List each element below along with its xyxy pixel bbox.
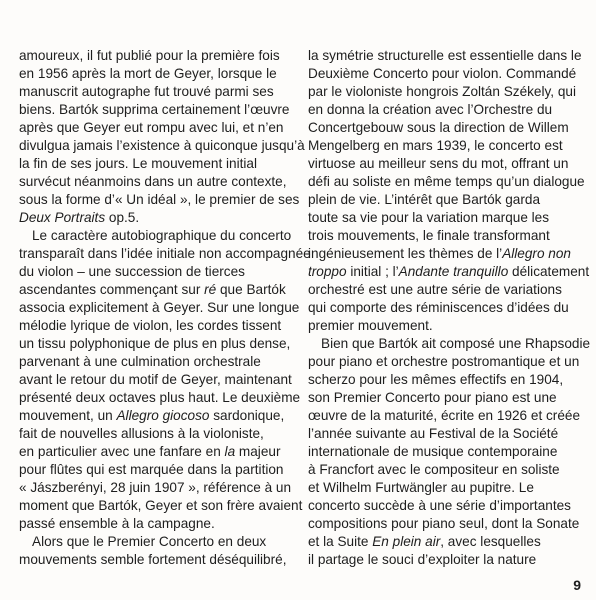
text-line: virtuose au meilleur sens du mot, offrant un: [308, 156, 569, 171]
text-line: un tissu polyphonique de plus en plus dense,: [19, 336, 291, 351]
text-line: sous la forme d’« Un idéal », le premier de ses: [19, 192, 300, 207]
text-line: Concertgebouw sous la direction de Willem: [308, 120, 569, 135]
text-line: Mengelberg en mars 1939, le concerto est: [308, 138, 563, 153]
paragraph-start-line: Le caractère autobiographique du concerto: [32, 228, 292, 243]
paragraph-start-line: Alors que le Premier Concerto en deux: [32, 534, 267, 549]
text-line: « Jászberényi, 28 juin 1907 », référence à un: [19, 480, 292, 495]
text-line: associa explicitement à Geyer. Sur une longue: [19, 300, 300, 315]
text-line: et Wilhelm Furtwängler au pupitre. Le: [308, 480, 534, 495]
text-line: la fin de ses jours. Le mouvement initial: [19, 156, 258, 171]
text-line: mouvements semble fortement déséquilibré,: [19, 552, 287, 567]
text-line: premier mouvement.: [308, 318, 433, 333]
text-line: survécut néanmoins dans un autre contexte,: [19, 174, 287, 189]
text-line: troppo initial ; l’Andante tranquillo délicatement: [308, 264, 590, 279]
text-line: fait de nouvelles allusions à la violoniste,: [19, 426, 264, 441]
text-line: ascendantes commençant sur ré que Bartók: [19, 282, 286, 297]
text-line: Deux Portraits op.5.: [19, 210, 140, 225]
right-column: [308, 47, 591, 569]
text-line: pour flûtes qui est marquée dans la partition: [19, 462, 284, 477]
text-line: biens. Bartók supprima certainement l’œuvre: [19, 102, 290, 117]
text-line: en particulier avec une fanfare en la majeur: [19, 444, 281, 459]
text-line: orchestré est une autre série de variations: [308, 282, 562, 297]
text-line: ingénieusement les thèmes de l’Allegro non: [308, 246, 571, 261]
text-line: pour piano et orchestre postromantique et un: [308, 354, 580, 369]
text-line: transparaît dans l’idée initiale non accompagnée: [19, 246, 311, 261]
page-number: 9: [573, 577, 581, 593]
text-line: par le violoniste hongrois Zoltán Székely, qui: [308, 84, 576, 99]
text-line: compositions pour piano seul, dont la Sonate: [308, 516, 580, 531]
text-line: manuscrit autographe fut trouvé parmi ses: [19, 84, 274, 99]
text-line: et la Suite En plein air, avec lesquelles: [308, 534, 541, 549]
text-line: divulgua jamais l’existence à quiconque jusqu’à: [19, 138, 305, 153]
text-line: en donna la création avec l’Orchestre du: [308, 102, 553, 117]
text-line: qui comporte des réminiscences d’idées du: [308, 300, 569, 315]
text-line: son Premier Concerto pour piano est une: [308, 390, 557, 405]
text-line: moment que Bartók, Geyer et son frère avaient: [19, 498, 303, 513]
text-line: en 1956 après la mort de Geyer, lorsque le: [19, 66, 277, 81]
text-line: avant le retour du motif de Geyer, maintenant: [19, 372, 292, 387]
text-line: il partage le souci d’exploiter la nature: [308, 552, 537, 567]
text-line: à Francfort avec le compositeur en soliste: [308, 462, 560, 477]
text-line: amoureux, il fut publié pour la première fois: [19, 48, 280, 63]
text-line: toute sa vie pour la variation marque les: [308, 210, 550, 225]
text-line: présenté deux octaves plus haut. Le deuxième: [19, 390, 301, 405]
text-line: Deuxième Concerto pour violon. Commandé: [308, 66, 577, 81]
text-line: après que Geyer eut rompu avec lui, et n’en: [19, 120, 284, 135]
text-line: défi au soliste en même temps qu’un dialogue: [308, 174, 585, 189]
text-line: parvenant à une culmination orchestrale: [19, 354, 261, 369]
text-line: trois mouvements, le finale transformant: [308, 228, 550, 243]
text-line: l’année suivante au Festival de la Société: [308, 426, 559, 441]
text-line: mouvement, un Allegro giocoso sardonique,: [19, 408, 285, 423]
left-column: [19, 47, 311, 569]
text-line: œuvre de la maturité, écrite en 1926 et créée: [308, 408, 581, 423]
text-line: scherzo pour les mêmes effectifs en 1904,: [308, 372, 564, 387]
paragraph-start-line: Bien que Bartók ait composé une Rhapsodie: [321, 336, 591, 351]
text-line: la symétrie structurelle est essentielle dans le: [308, 48, 582, 63]
text-line: passé ensemble à la campagne.: [19, 516, 215, 531]
text-line: mélodie lyrique de violon, les cordes tissent: [19, 318, 282, 333]
text-line: internationale de musique contemporaine: [308, 444, 558, 459]
text-line: concerto succède à une série d’importantes: [308, 498, 571, 513]
text-line: plein de vie. L’intérêt que Bartók garda: [308, 192, 541, 207]
text-line: du violon – une succession de tierces: [19, 264, 245, 279]
